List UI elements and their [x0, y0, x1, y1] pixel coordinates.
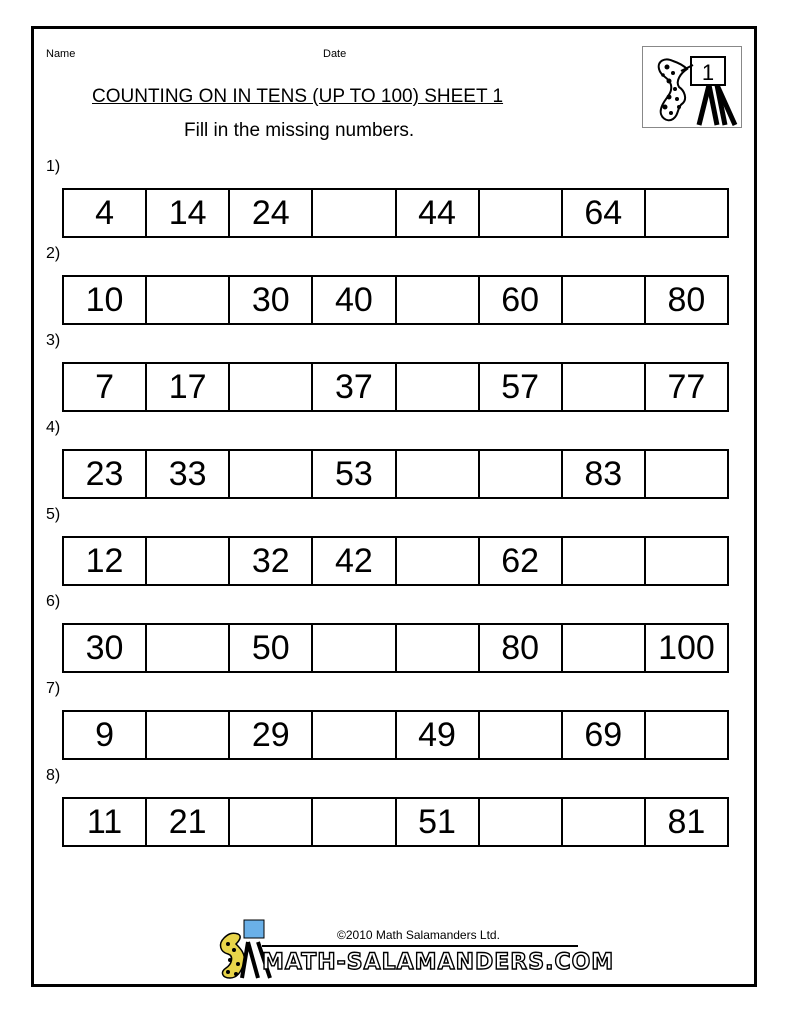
footer-divider: [262, 945, 578, 947]
number-cell: 33: [147, 451, 230, 497]
number-row: [62, 449, 729, 499]
blank-answer-cell[interactable]: [230, 451, 313, 497]
number-cell: 17: [147, 364, 230, 410]
number-cell: 30: [230, 277, 313, 323]
blank-answer-cell[interactable]: [563, 538, 646, 584]
blank-answer-cell[interactable]: [230, 799, 313, 845]
number-cell: 24: [230, 190, 313, 236]
number-cell: 57: [480, 364, 563, 410]
question-label: 5): [46, 506, 61, 523]
number-cell: 37: [313, 364, 396, 410]
blank-answer-cell[interactable]: [397, 451, 480, 497]
blank-answer-cell[interactable]: [313, 625, 396, 671]
number-cell: 23: [64, 451, 147, 497]
blank-answer-cell[interactable]: [480, 799, 563, 845]
blank-answer-cell[interactable]: [563, 364, 646, 410]
logo-number: 1: [701, 60, 715, 85]
blank-answer-cell[interactable]: [313, 190, 396, 236]
number-cell: 80: [667, 280, 706, 319]
number-cell: 40: [313, 277, 396, 323]
number-row: [62, 275, 729, 325]
number-cell: 32: [230, 538, 313, 584]
number-cell: 83: [563, 451, 646, 497]
name-label: Name: [46, 48, 76, 60]
number-cell: 7: [64, 364, 147, 410]
blank-answer-cell[interactable]: [646, 538, 727, 584]
question-label: 1): [46, 158, 61, 175]
blank-answer-cell[interactable]: [397, 625, 480, 671]
blank-answer-cell[interactable]: [480, 712, 563, 758]
worksheet-title: COUNTING ON IN TENS (UP TO 100) SHEET 1: [92, 86, 504, 107]
instruction-text: Fill in the missing numbers.: [184, 120, 415, 141]
question-label: 7): [46, 680, 61, 697]
blank-answer-cell[interactable]: [313, 712, 396, 758]
number-cell: 69: [563, 712, 646, 758]
blank-answer-cell[interactable]: [313, 799, 396, 845]
number-cell: 30: [64, 625, 147, 671]
blank-answer-cell[interactable]: [147, 538, 230, 584]
question-label: 3): [46, 332, 61, 349]
number-row: [62, 623, 729, 673]
number-row: [62, 797, 729, 847]
blank-answer-cell[interactable]: [480, 451, 563, 497]
number-cell: 11: [64, 799, 147, 845]
blank-answer-cell[interactable]: [147, 277, 230, 323]
question-label: 2): [46, 245, 61, 262]
number-cell: 50: [230, 625, 313, 671]
number-cell: 9: [64, 712, 147, 758]
blank-answer-cell[interactable]: [563, 799, 646, 845]
blank-answer-cell[interactable]: [397, 277, 480, 323]
number-cell: 44: [397, 190, 480, 236]
question-label: 6): [46, 593, 61, 610]
salamander-logo: [642, 46, 742, 128]
number-row: [62, 362, 729, 412]
question-label: 8): [46, 767, 61, 784]
number-cell: 12: [64, 538, 147, 584]
number-cell: 42: [313, 538, 396, 584]
number-cell: 10: [64, 277, 147, 323]
number-cell: 80: [480, 625, 563, 671]
number-cell: 53: [313, 451, 396, 497]
blank-answer-cell[interactable]: [147, 625, 230, 671]
number-cell: 49: [397, 712, 480, 758]
number-cell: 21: [147, 799, 230, 845]
blank-answer-cell[interactable]: [646, 451, 727, 497]
number-row: [62, 188, 729, 238]
date-label: Date: [323, 48, 347, 60]
blank-answer-cell[interactable]: [563, 277, 646, 323]
number-cell: 77: [667, 367, 706, 406]
number-cell: 51: [397, 799, 480, 845]
number-cell: 4: [64, 190, 147, 236]
number-row: [62, 710, 729, 760]
blank-answer-cell[interactable]: [397, 364, 480, 410]
number-cell: 14: [147, 190, 230, 236]
number-cell: 62: [480, 538, 563, 584]
copyright-text: ©2010 Math Salamanders Ltd.: [337, 928, 500, 942]
blank-answer-cell[interactable]: [147, 712, 230, 758]
site-logo-text: MATH-SALAMANDERS.COM: [262, 950, 615, 975]
blank-answer-cell[interactable]: [646, 190, 727, 236]
number-cell: 64: [563, 190, 646, 236]
question-label: 4): [46, 419, 61, 436]
salamander-easel-icon: [643, 47, 741, 127]
blank-answer-cell[interactable]: [646, 712, 727, 758]
blank-answer-cell[interactable]: [230, 364, 313, 410]
number-cell: 81: [667, 802, 706, 841]
blank-answer-cell[interactable]: [397, 538, 480, 584]
number-cell: 60: [480, 277, 563, 323]
blank-answer-cell[interactable]: [480, 190, 563, 236]
number-cell: 100: [658, 628, 715, 667]
number-row: [62, 536, 729, 586]
number-cell: 29: [230, 712, 313, 758]
blank-answer-cell[interactable]: [563, 625, 646, 671]
